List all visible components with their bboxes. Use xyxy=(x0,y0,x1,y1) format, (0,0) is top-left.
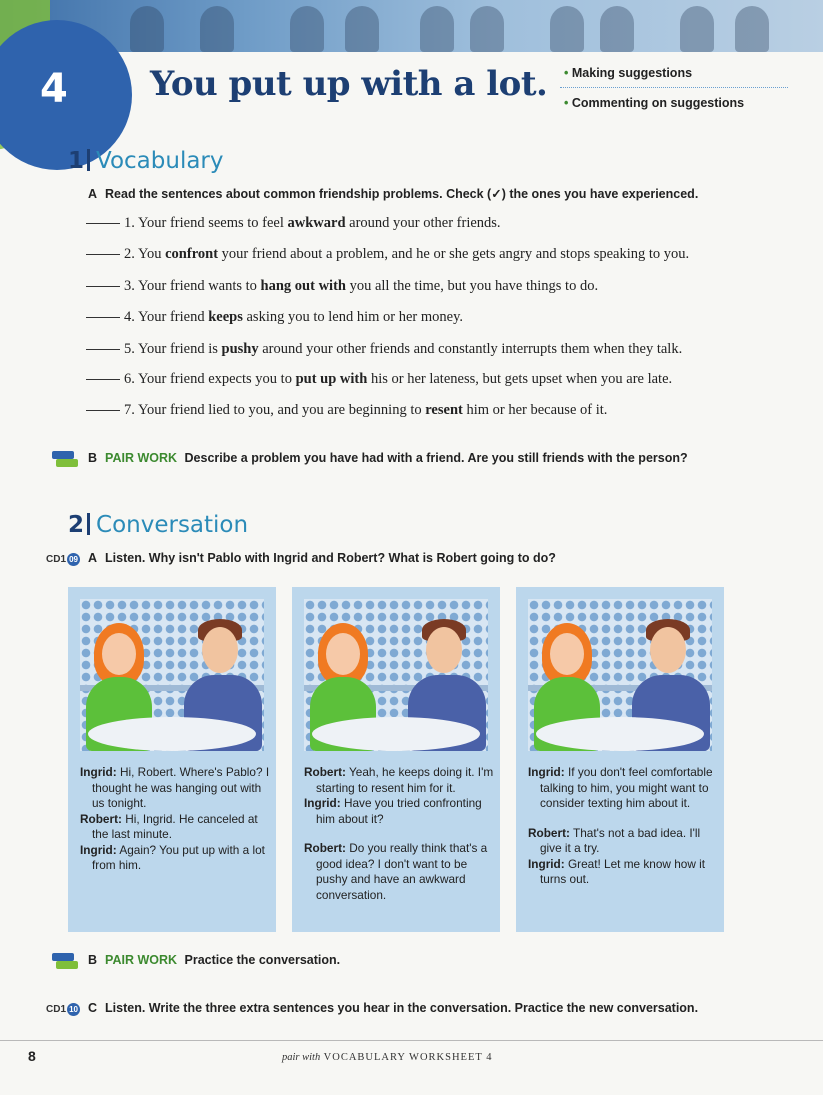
conversation-heading: 2 Conversation xyxy=(68,512,249,538)
vocab-item-6[interactable]: 6. Your friend expects you to put up with his or her lateness, but gets upset when you are late. xyxy=(86,371,672,388)
check-blank[interactable] xyxy=(86,379,120,380)
header-photo-banner xyxy=(0,0,823,52)
vocab-item-1[interactable]: 1. Your friend seems to feel awkward around your other friends. xyxy=(86,215,501,232)
unit-number: 4 xyxy=(40,66,68,112)
goal-divider xyxy=(560,87,788,88)
pair-work-icon xyxy=(52,451,78,467)
cafe-illustration xyxy=(80,599,264,751)
conversation-instruction-c: C Listen. Write the three extra sentences you hear in the conversation. Practice the new conversation. xyxy=(88,1001,699,1015)
check-blank[interactable] xyxy=(86,254,120,255)
conversation-instruction-a: A Listen. Why isn't Pablo with Ingrid and Robert? What is Robert going to do? xyxy=(88,551,556,565)
check-blank[interactable] xyxy=(86,410,120,411)
page-title: You put up with a lot. xyxy=(150,64,548,104)
vocabulary-instruction-a: A Read the sentences about common friendship problems. Check (✓) the ones you have experienced. xyxy=(88,187,699,201)
footer-divider xyxy=(0,1040,823,1041)
cafe-illustration xyxy=(528,599,712,751)
dialogue-text: Ingrid: Hi, Robert. Where's Pablo? I thought he was hanging out with us tonight. Robert: Hi, Ingrid. He canceled at the last minute. Ingrid: Again? You put up with a lot from him. xyxy=(80,765,270,872)
dialogue-text: Ingrid: If you don't feel comfortable talking to him, you might want to consider texting him about it. Robert: That's not a bad idea. I'll give it a try. Ingrid: Great! Let me know how it turns out. xyxy=(528,765,713,886)
audio-track-c[interactable]: CD1 10 xyxy=(46,1003,80,1016)
vocab-item-4[interactable]: 4. Your friend keeps asking you to lend him or her money. xyxy=(86,309,463,326)
pair-work-icon xyxy=(52,953,78,969)
cd-icon: 09 xyxy=(67,553,80,566)
page-number: 8 xyxy=(28,1048,36,1064)
comic-panel-2 xyxy=(292,587,500,932)
vocab-item-5[interactable]: 5. Your friend is pushy around your other friends and constantly interrupts them when they talk. xyxy=(86,341,682,358)
comic-panel-3 xyxy=(516,587,724,932)
check-blank[interactable] xyxy=(86,317,120,318)
conversation-instruction-b: B PAIR WORK Practice the conversation. xyxy=(88,953,341,967)
vocabulary-heading: 1 Vocabulary xyxy=(68,148,224,174)
vocab-item-3[interactable]: 3. Your friend wants to hang out with you all the time, but you have things to do. xyxy=(86,278,598,295)
check-blank[interactable] xyxy=(86,223,120,224)
vocabulary-instruction-b: B PAIR WORK Describe a problem you have had with a friend. Are you still friends with the person? xyxy=(88,451,688,465)
footer-reference: pair with VOCABULARY WORKSHEET 4 xyxy=(282,1052,493,1063)
dialogue-text: Robert: Yeah, he keeps doing it. I'm starting to resent him for it. Ingrid: Have you tried confronting him about it? Robert: Do you really think that's a good idea? I don't want to be pushy and have an awkward conversation. xyxy=(304,765,494,902)
cafe-illustration xyxy=(304,599,488,751)
vocab-item-7[interactable]: 7. Your friend lied to you, and you are beginning to resent him or her because of it. xyxy=(86,402,607,419)
audio-track-a[interactable]: CD1 09 xyxy=(46,553,80,566)
comic-panel-1 xyxy=(68,587,276,932)
cd-icon: 10 xyxy=(67,1003,80,1016)
check-blank[interactable] xyxy=(86,286,120,287)
vocab-item-2[interactable]: 2. You confront your friend about a problem, and he or she gets angry and stops speaking to you. xyxy=(86,246,689,263)
goal-1: • Making suggestions xyxy=(564,66,693,80)
goal-2: • Commenting on suggestions xyxy=(564,96,745,110)
check-blank[interactable] xyxy=(86,349,120,350)
